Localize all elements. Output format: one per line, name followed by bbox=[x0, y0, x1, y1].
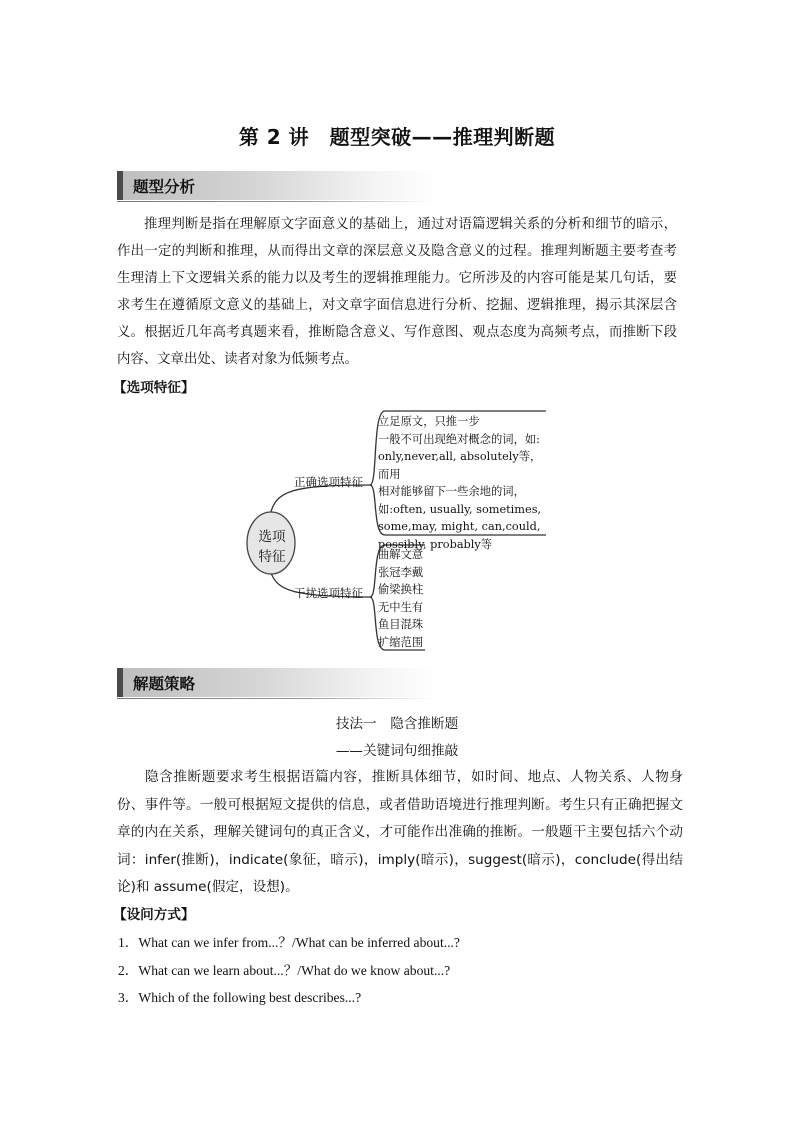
question-forms-label: 【设问方式】 bbox=[113, 907, 195, 923]
distractor-option-box bbox=[378, 546, 438, 651]
box-line: 鱼目混珠 bbox=[378, 618, 424, 631]
question-item: 3．Which of the following best describes...? bbox=[118, 990, 362, 1005]
page-title: 第 2 讲 题型突破——推理判断题 bbox=[238, 125, 556, 149]
branch-label-distractor: 干扰选项特征 bbox=[294, 586, 363, 600]
box-line: 如:often, usually, sometimes, bbox=[378, 502, 542, 516]
section-title: 题型分析 bbox=[133, 178, 196, 196]
branch-label-correct: 正确选项特征 bbox=[294, 475, 363, 489]
box-line: only,never,all, absolutely等，而用 bbox=[378, 450, 542, 481]
analysis-paragraph: 推理判断是指在理解原文字面意义的基础上，通过对语篇逻辑关系的分析和细节的暗示，作出一定的判断和推理，从而得出文章的深层意义及隐含意义的过程。推理判断题主要考查考生理清上下文逻辑关系的能力以及考生的逻辑推理能力。它所涉及的内容可能是某几句话，要求考生在遵循原文意义的基础上，对文章字面信息进行分析、挖掘、逻辑推理，揭示其深层含义。根据近几年高考真题来看，推断隐含意义、写作意图、观点态度为高频考点，而推断下段内容、文章出处、读者对象为低频考点。 bbox=[117, 217, 677, 367]
center-label-line-1: 选项 bbox=[258, 529, 286, 545]
box-line: 曲解文意 bbox=[378, 548, 424, 561]
box-line: 立足原文，只推一步 bbox=[378, 415, 480, 428]
box-line: 偷梁换柱 bbox=[378, 583, 424, 596]
question-item: 2．What can we learn about...？/What do we know about...? bbox=[118, 963, 451, 978]
question-item: 1．What can we infer from...？/What can be inferred about...? bbox=[118, 935, 460, 950]
correct-option-box bbox=[378, 413, 548, 553]
method-subtitle: ——关键词句细推敲 bbox=[335, 743, 459, 759]
box-line: 张冠李戴 bbox=[378, 565, 424, 579]
section-header-strategy bbox=[117, 668, 435, 697]
strategy-paragraph: 隐含推断题要求考生根据语篇内容，推断具体细节，如时间、地点、人物关系、人物身份、事件等。一般可根据短文提供的信息，或者借助语境进行推理判断。考生只有正确把握文章的内在关系，理解关键词句的真正含义，才可能作出准确的推断。一般题干主要包括六个动词：infer(推断)，indicate(象征，暗示)，imply(暗示)，suggest(暗示)，conclude(得出结论)和 assume(假定，设想)。 bbox=[117, 769, 683, 895]
option-features-label: 【选项特征】 bbox=[113, 380, 195, 396]
method-title: 技法一 隐含推断题 bbox=[335, 716, 459, 732]
mindmap-center-label bbox=[247, 527, 297, 567]
center-label-line-2: 特征 bbox=[258, 549, 286, 565]
box-line: some,may, might, can,could, bbox=[378, 520, 541, 533]
box-line: 相对能够留下一些余地的词， bbox=[378, 485, 525, 498]
box-line: 一般不可出现绝对概念的词，如: bbox=[378, 432, 540, 446]
box-line: 无中生有 bbox=[378, 600, 424, 614]
section-header-analysis bbox=[117, 171, 435, 200]
section-title: 解题策略 bbox=[133, 675, 196, 693]
box-line: 扩缩范围 bbox=[378, 635, 424, 649]
box-line: possibly, probably等 bbox=[378, 537, 493, 551]
